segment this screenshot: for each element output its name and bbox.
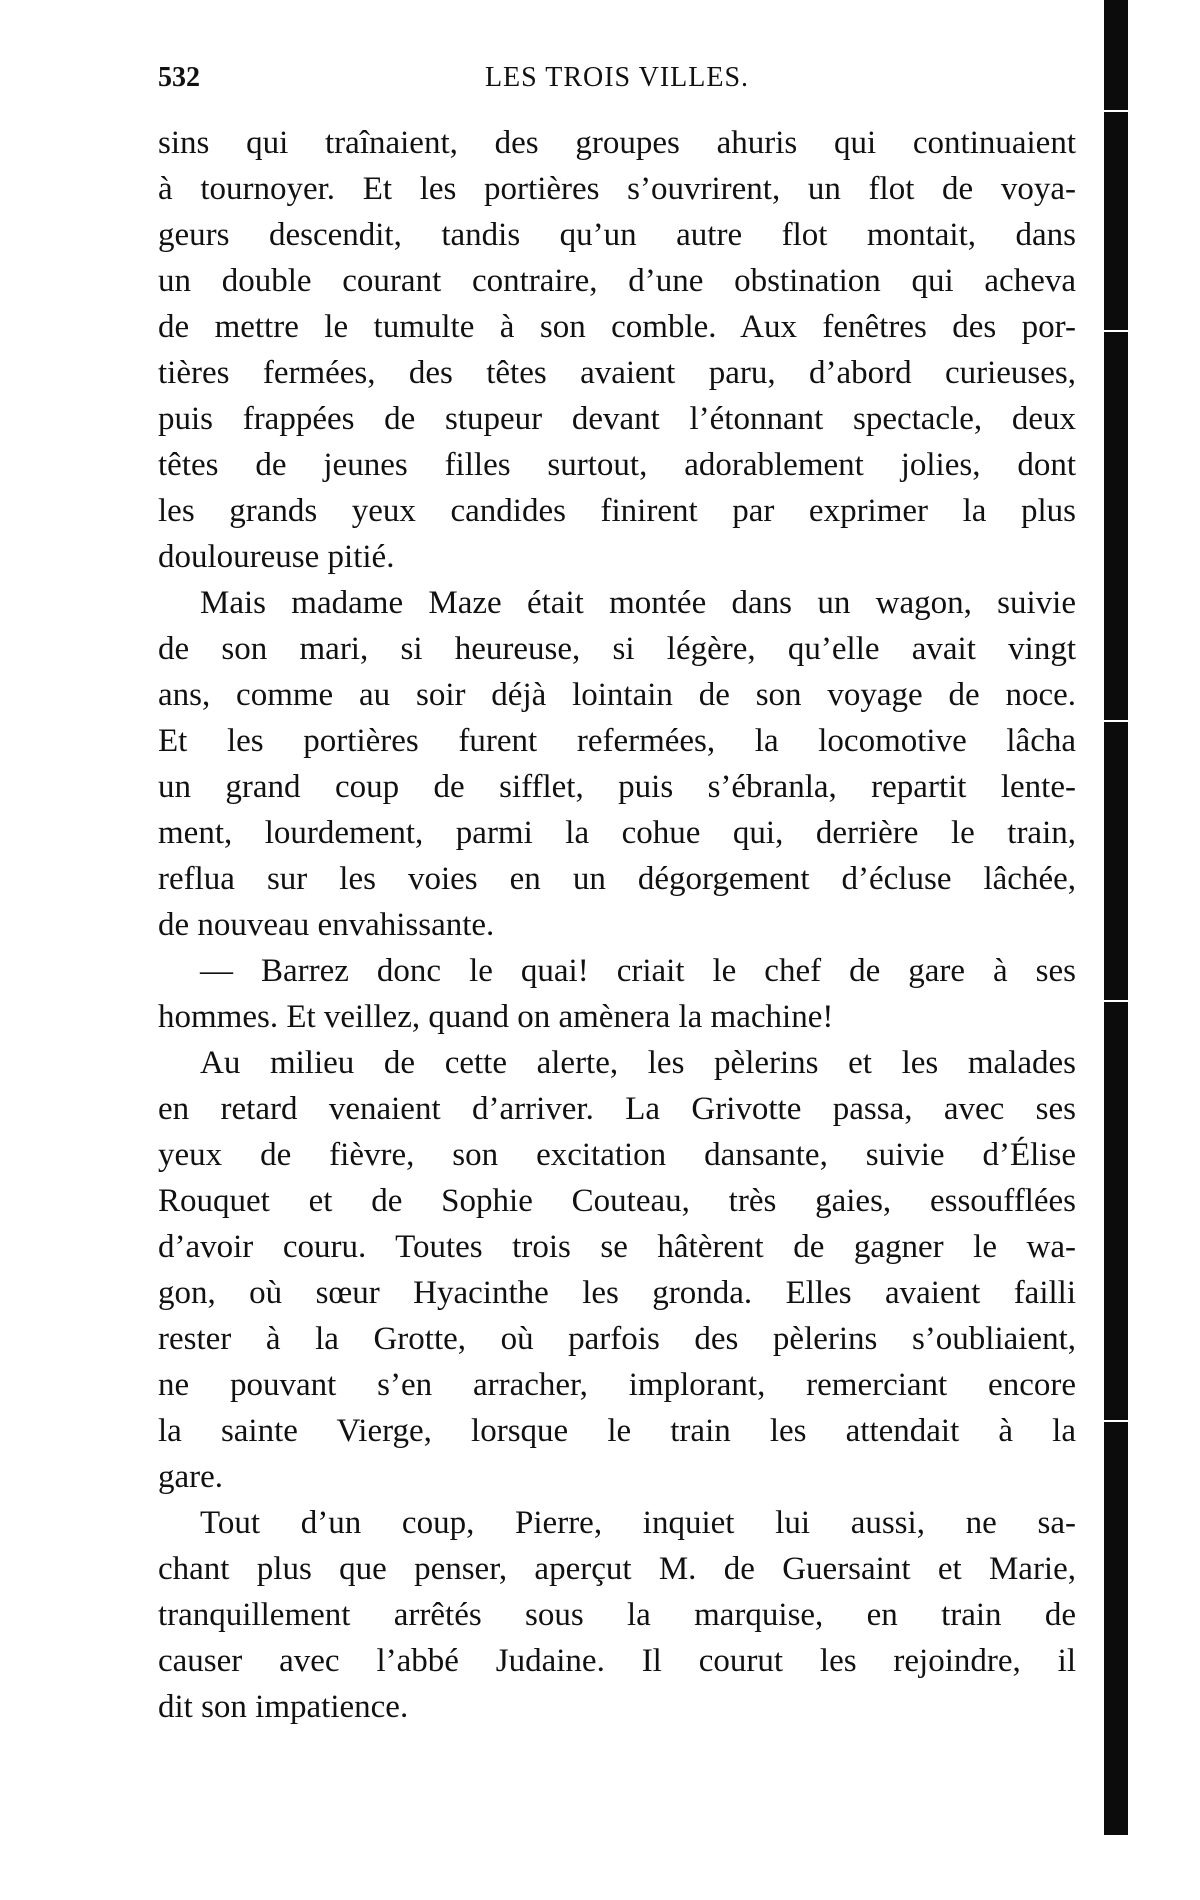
running-title: LES TROIS VILLES. xyxy=(484,62,750,93)
text-line: en retard venaient d’arriver. La Grivotte passa, avec ses xyxy=(158,1091,1076,1127)
text-line: hommes. Et veillez, quand on amènera la machine! xyxy=(158,999,834,1035)
text-line: gon, où sœur Hyacinthe les gronda. Elles avaient failli xyxy=(158,1275,1076,1311)
text-line: Mais madame Maze était montée dans un wagon, suivie xyxy=(200,585,1076,621)
text-line: à tournoyer. Et les portières s’ouvrirent, un flot de voya- xyxy=(158,171,1076,207)
text-line: — Barrez donc le quai! criait le chef de gare à ses xyxy=(200,953,1076,989)
text-line: puis frappées de stupeur devant l’étonnant spectacle, deux xyxy=(158,401,1076,437)
text-line: douloureuse pitié. xyxy=(158,539,395,575)
text-line: d’avoir couru. Toutes trois se hâtèrent de gagner le wa- xyxy=(158,1229,1076,1265)
page-edge-mark xyxy=(1104,330,1128,332)
text-line: un grand coup de sifflet, puis s’ébranla, repartit lente- xyxy=(158,769,1076,805)
text-line: gare. xyxy=(158,1459,224,1495)
text-line: chant plus que penser, aperçut M. de Guersaint et Marie, xyxy=(158,1551,1076,1587)
page-header xyxy=(158,62,1076,102)
text-line: tranquillement arrêtés sous la marquise, en train de xyxy=(158,1597,1076,1633)
text-line: yeux de fièvre, son excitation dansante, suivie d’Élise xyxy=(158,1137,1076,1173)
text-line: Tout d’un coup, Pierre, inquiet lui aussi, ne sa- xyxy=(200,1505,1076,1541)
text-line: de son mari, si heureuse, si légère, qu’elle avait vingt xyxy=(158,631,1076,667)
text-line: ne pouvant s’en arracher, implorant, remerciant encore xyxy=(158,1367,1076,1403)
text-line: la sainte Vierge, lorsque le train les attendait à la xyxy=(158,1413,1076,1449)
text-line: de mettre le tumulte à son comble. Aux fenêtres des por- xyxy=(158,309,1076,345)
body-text xyxy=(158,120,1076,1730)
text-line: geurs descendit, tandis qu’un autre flot montait, dans xyxy=(158,217,1076,253)
text-line: de nouveau envahissante. xyxy=(158,907,495,943)
text-line: reflua sur les voies en un dégorgement d’écluse lâchée, xyxy=(158,861,1076,897)
text-line: les grands yeux candides finirent par exprimer la plus xyxy=(158,493,1076,529)
text-line: rester à la Grotte, où parfois des pèlerins s’oubliaient, xyxy=(158,1321,1076,1357)
text-line: tières fermées, des têtes avaient paru, d’abord curieuses, xyxy=(158,355,1076,391)
text-line: Et les portières furent refermées, la locomotive lâcha xyxy=(158,723,1076,759)
text-line: Au milieu de cette alerte, les pèlerins et les malades xyxy=(200,1045,1076,1081)
text-line: têtes de jeunes filles surtout, adorablement jolies, dont xyxy=(158,447,1076,483)
page-edge-scan-shadow xyxy=(1104,0,1128,1835)
text-line: Rouquet et de Sophie Couteau, très gaies, essoufflées xyxy=(158,1183,1076,1219)
page-number: 532 xyxy=(158,62,200,93)
page-edge-mark xyxy=(1104,110,1128,112)
page-edge-mark xyxy=(1104,1000,1128,1002)
page-edge-mark xyxy=(1104,720,1128,722)
text-line: un double courant contraire, d’une obstination qui acheva xyxy=(158,263,1076,299)
text-line: ans, comme au soir déjà lointain de son voyage de noce. xyxy=(158,677,1076,713)
text-line: dit son impatience. xyxy=(158,1689,409,1725)
page-edge-mark xyxy=(1104,1420,1128,1422)
text-line: sins qui traînaient, des groupes ahuris qui continuaient xyxy=(158,125,1076,161)
text-line: causer avec l’abbé Judaine. Il courut les rejoindre, il xyxy=(158,1643,1076,1679)
text-line: ment, lourdement, parmi la cohue qui, derrière le train, xyxy=(158,815,1076,851)
